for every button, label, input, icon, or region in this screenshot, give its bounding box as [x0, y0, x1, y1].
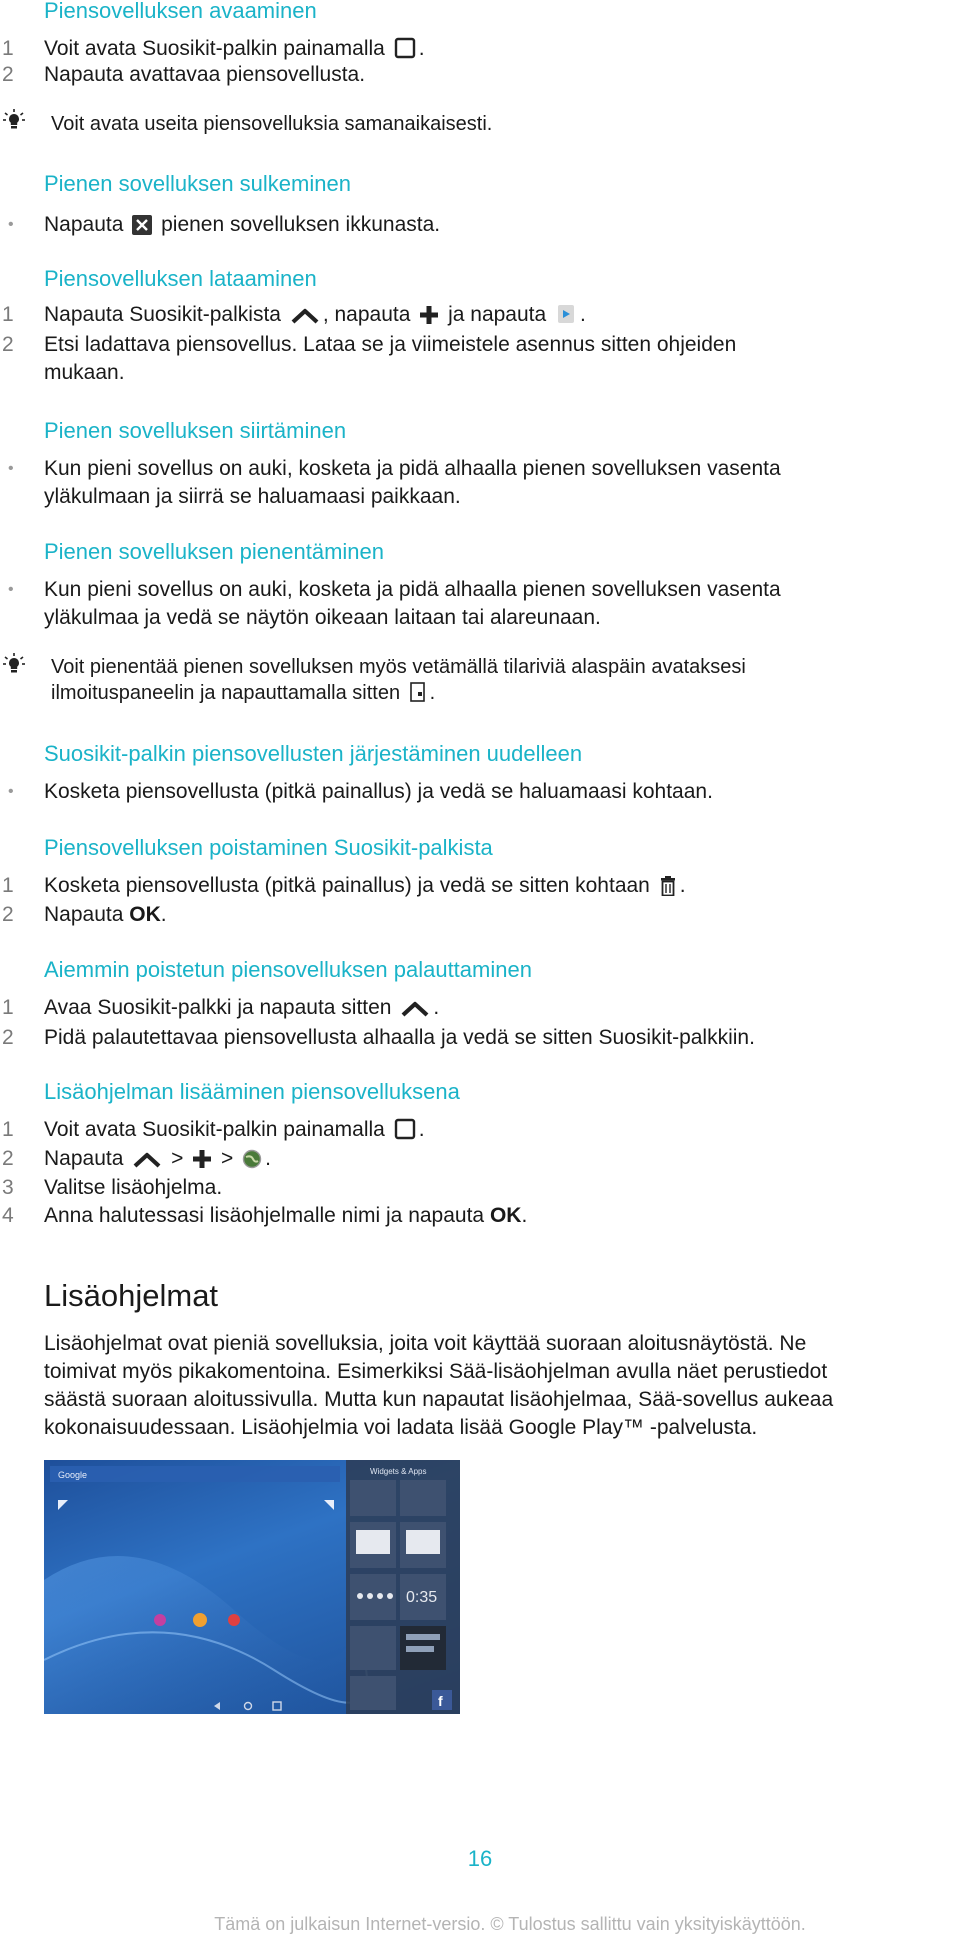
- corner-handle: [324, 1500, 334, 1510]
- globe-icon: [242, 1149, 262, 1169]
- plus-icon: [192, 1149, 212, 1169]
- step-open-2: Napauta avattavaa piensovellusta.: [44, 63, 366, 86]
- step-text: Voit avata Suosikit-palkin painamalla: [44, 1118, 385, 1141]
- svg-text:f: f: [438, 1693, 443, 1709]
- widget-thumb: [350, 1676, 396, 1710]
- clock-widget-text: 0:35: [406, 1589, 438, 1606]
- step-text-end: .: [418, 1118, 425, 1141]
- bullet-minimize-line1: Kun pieni sovellus on auki, kosketa ja pidä alhaalla pienen sovelluksen vasenta: [44, 578, 781, 601]
- footer-note: Tämä on julkaisun Internet-versio. © Tulostus sallittu vain yksityiskäyttöön.: [214, 1914, 806, 1934]
- widgets-panel-title: Widgets & Apps: [370, 1467, 427, 1476]
- minimize-icon: [409, 681, 427, 703]
- tip-minimize-line2: [51, 679, 435, 707]
- tip-lightbulb-icon: [2, 108, 26, 132]
- widget-preview: [356, 1530, 390, 1554]
- step-text: Avaa Suosikit-palkki ja napauta sitten: [44, 996, 392, 1019]
- step-text: Napauta: [44, 1147, 124, 1170]
- close-icon: [132, 215, 152, 235]
- chevron-up-icon: [132, 1151, 162, 1169]
- step-number: 1: [2, 996, 14, 1019]
- chapter-title: Lisäohjelmat: [44, 1278, 219, 1313]
- step-text-end: .: [433, 996, 440, 1019]
- step-text-end: .: [160, 903, 167, 926]
- bullet-reorder: Kosketa piensovellusta (pitkä painallus) ja vedä se haluamaasi kohtaan.: [44, 780, 713, 803]
- bullet-text-end: pienen sovelluksen ikkunasta.: [161, 213, 441, 236]
- bullet-marker: •: [8, 216, 14, 233]
- step-text: Kosketa piensovellusta (pitkä painallus) ja vedä se sitten kohtaan: [44, 874, 650, 897]
- step-number: 1: [2, 303, 14, 326]
- step-text-end: .: [418, 37, 425, 60]
- separator: >: [171, 1147, 184, 1170]
- tablet-screen-illustration: [44, 1460, 460, 1714]
- step-text-end: .: [521, 1204, 528, 1227]
- step-text: , napauta: [322, 303, 411, 326]
- step-number: 2: [2, 1147, 14, 1170]
- step-text: ja napauta: [448, 303, 547, 326]
- bullet-minimize-line2: yläkulmaa ja vedä se näytön oikeaan laitaan tai alareunaan.: [44, 606, 601, 629]
- tip-text: ilmoituspaneelin ja napauttamalla sitten: [51, 682, 401, 704]
- step-number: 1: [2, 874, 14, 897]
- corner-handle: [58, 1500, 68, 1510]
- video-app-icon: [228, 1614, 240, 1626]
- step-text-end: .: [679, 874, 686, 897]
- plus-icon: [419, 305, 439, 325]
- step-number: 1: [2, 1118, 14, 1141]
- step-number: 2: [2, 1026, 14, 1049]
- step-text: Anna halutessasi lisäohjelmalle nimi ja napauta: [44, 1204, 485, 1227]
- step-widget-3: Valitse lisäohjelma.: [44, 1176, 223, 1199]
- widget-thumb: [350, 1626, 396, 1670]
- section-heading-remove: Piensovelluksen poistaminen Suosikit-palkista: [44, 835, 493, 860]
- play-store-icon: [555, 303, 577, 325]
- chevron-up-icon: [400, 1000, 430, 1018]
- section-heading-minimize: Pienen sovelluksen pienentäminen: [44, 539, 385, 564]
- step-number: 2: [2, 903, 14, 926]
- step-widget-2: [44, 1145, 271, 1173]
- step-download-1: [44, 301, 586, 329]
- section-heading-open: Piensovelluksen avaaminen: [44, 0, 317, 23]
- step-number: 2: [2, 63, 14, 86]
- ok-label: OK: [129, 903, 161, 926]
- bullet-close: [44, 211, 440, 239]
- tip-minimize-line1: Voit pienentää pienen sovelluksen myös vetämällä tilariviä alaspäin avataksesi: [51, 656, 746, 678]
- ok-label: OK: [489, 1204, 522, 1227]
- widget-preview: [406, 1530, 440, 1554]
- step-restore-1: [44, 994, 439, 1022]
- bullet-marker: •: [8, 783, 14, 800]
- step-remove-1: [44, 872, 686, 900]
- bullet-marker: •: [8, 581, 14, 598]
- tablet-screenshot: [44, 1460, 460, 1714]
- section-heading-download: Piensovelluksen lataaminen: [44, 266, 317, 291]
- widget-thumb: [350, 1480, 396, 1516]
- step-text: Napauta: [44, 903, 124, 926]
- step-text-end: .: [265, 1147, 271, 1170]
- section-heading-move: Pienen sovelluksen siirtäminen: [44, 418, 347, 443]
- step-text-end: .: [580, 303, 586, 326]
- page-number: 16: [467, 1846, 493, 1871]
- chapter-body-line2: toimivat myös pikakomentoina. Esimerkiksi Sää-lisäohjelman avulla näet perustiedot: [44, 1360, 828, 1383]
- step-open-1: [44, 35, 425, 63]
- section-heading-widget: Lisäohjelman lisääminen piensovelluksena: [44, 1079, 460, 1104]
- section-heading-close: Pienen sovelluksen sulkeminen: [44, 171, 351, 196]
- tip-text-end: .: [429, 682, 436, 704]
- bullet-move-line1: Kun pieni sovellus on auki, kosketa ja pidä alhaalla pienen sovelluksen vasenta: [44, 457, 781, 480]
- step-text: Napauta Suosikit-palkista: [44, 303, 281, 326]
- step-widget-1: [44, 1116, 425, 1144]
- section-heading-restore: Aiemmin poistetun piensovelluksen palauttaminen: [44, 957, 532, 982]
- step-number: 1: [2, 37, 14, 60]
- step-number: 2: [2, 333, 14, 356]
- step-number: 4: [2, 1204, 14, 1227]
- trash-icon: [659, 876, 677, 896]
- chevron-up-icon: [290, 307, 320, 325]
- bullet-text: Napauta: [44, 213, 124, 236]
- step-remove-2: [44, 901, 167, 929]
- section-heading-reorder: Suosikit-palkin piensovellusten järjestäminen uudelleen: [44, 741, 583, 766]
- tip-lightbulb-icon: [2, 652, 26, 676]
- chapter-body-line3: säästä suoraan aloitussivulla. Mutta kun napautat lisäohjelmaa, Sää-sovellus aukeaa: [44, 1388, 834, 1411]
- step-download-2-line2: mukaan.: [44, 361, 125, 384]
- step-restore-2: Pidä palautettavaa piensovellusta alhaalla ja vedä se sitten Suosikit-palkkiin.: [44, 1026, 755, 1049]
- step-number: 3: [2, 1176, 14, 1199]
- tip-open: Voit avata useita piensovelluksia samanaikaisesti.: [51, 113, 493, 135]
- step-download-2-line1: Etsi ladattava piensovellus. Lataa se ja viimeistele asennus sitten ohjeiden: [44, 333, 737, 356]
- separator: >: [221, 1147, 234, 1170]
- search-bar-label: Google: [58, 1470, 88, 1480]
- widget-thumb: [400, 1480, 446, 1516]
- recent-apps-icon: [394, 37, 416, 59]
- step-text: Voit avata Suosikit-palkin painamalla: [44, 37, 385, 60]
- bullet-move-line2: yläkulmaan ja siirrä se haluamaasi paikkaan.: [44, 485, 461, 508]
- recent-apps-icon: [394, 1118, 416, 1140]
- bullet-marker: •: [8, 460, 14, 477]
- chapter-body-line1: Lisäohjelmat ovat pieniä sovelluksia, joita voit käyttää suoraan aloitusnäytöstä. Ne: [44, 1332, 807, 1355]
- step-widget-4: [44, 1202, 527, 1230]
- chapter-body-line4: kokonaisuudessaan. Lisäohjelmia voi ladata lisää Google Play™ -palvelusta.: [44, 1416, 758, 1439]
- music-app-icon: [154, 1614, 166, 1626]
- app-icon: [193, 1613, 207, 1627]
